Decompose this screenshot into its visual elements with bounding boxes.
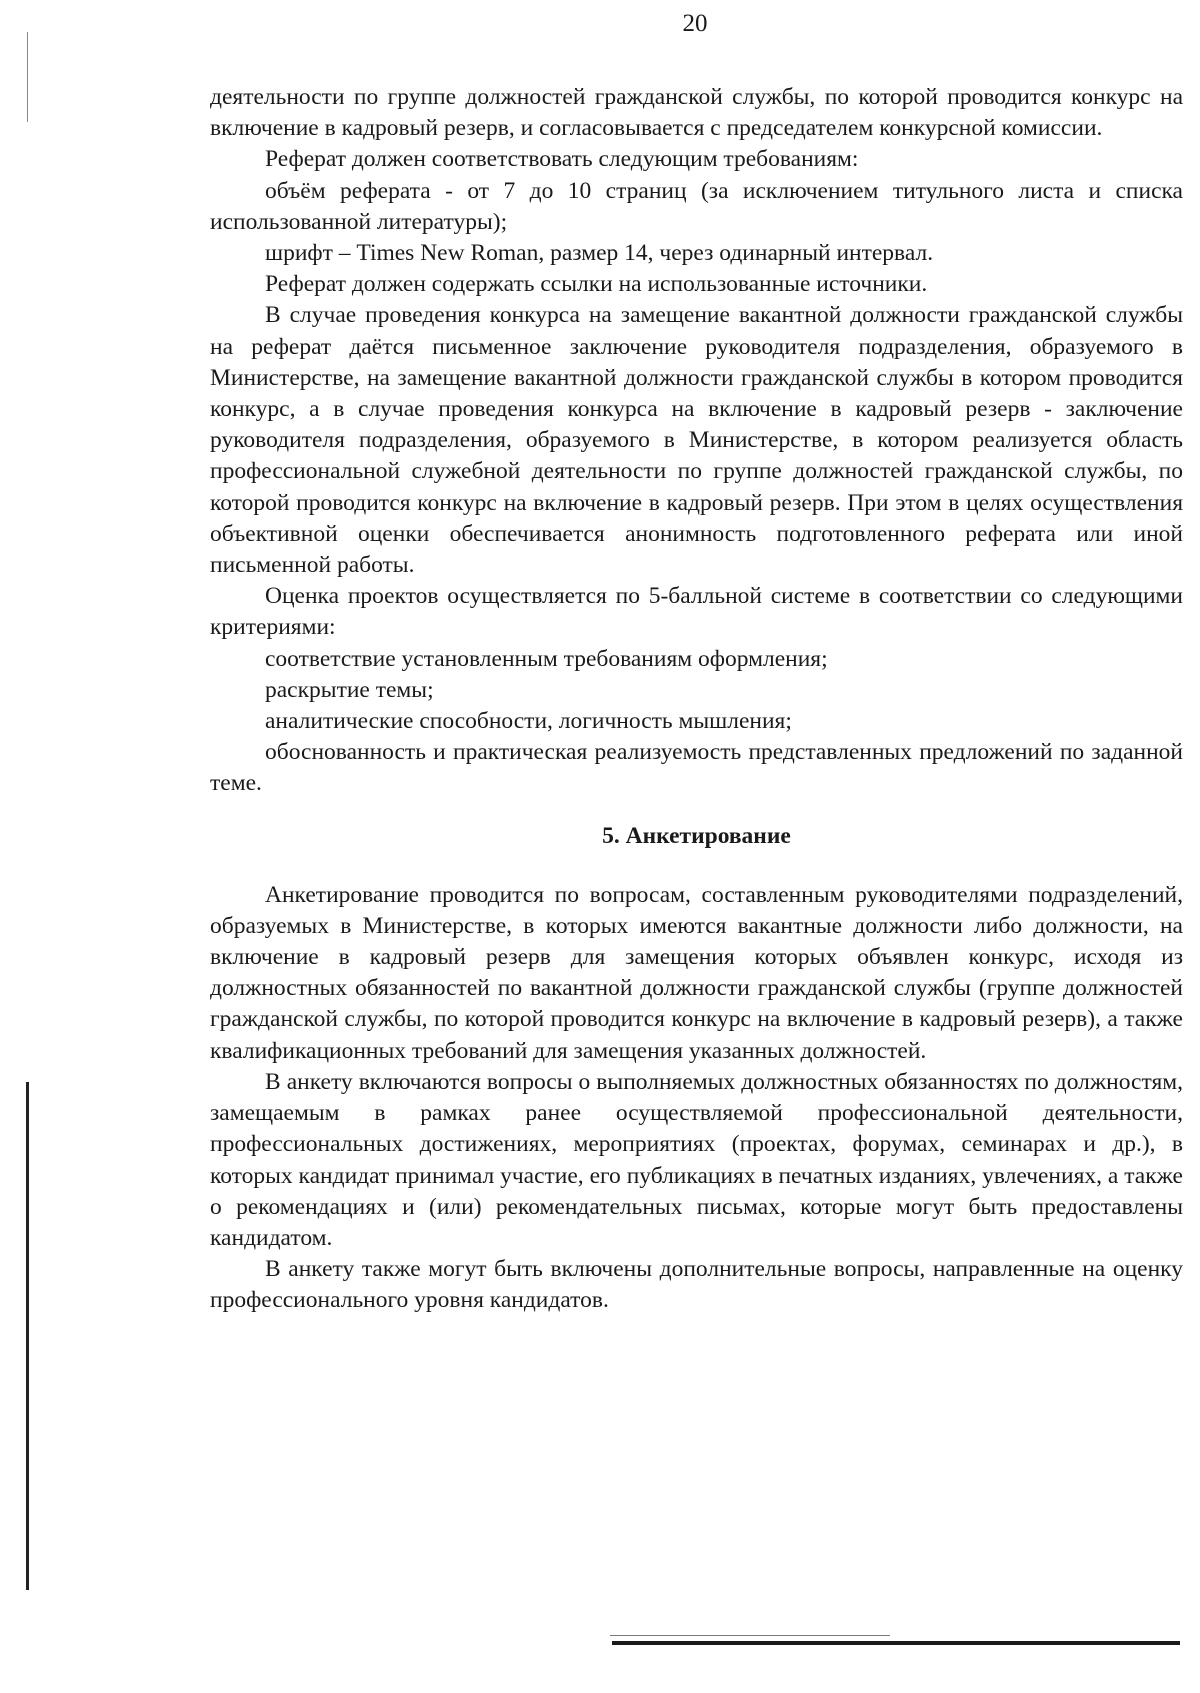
paragraph: В анкету включаются вопросы о выполняемых должностных обязанностях по должностям, замещаемым в рамках ранее осуществляемой профессиональной деятельности, профессиональных достижениях, мероприятиях (проектах, форумах, семинарах и др.), в которых кандидат принимал участие, его публикациях в печатных изданиях, увлечениях, а также о рекомендациях и (или) рекомендательных письмах, которые могут быть предоставлены кандидатом. xyxy=(210,1068,1183,1251)
criteria-item: раскрытие темы; xyxy=(265,676,434,703)
paragraph: объём реферата - от 7 до 10 страниц (за исключением титульного листа и списка использованной литературы); xyxy=(210,177,1183,235)
page-number: 20 xyxy=(682,10,708,37)
paragraph: В анкету также могут быть включены дополнительные вопросы, направленные на оценку профессионального уровня кандидатов. xyxy=(210,1256,1183,1314)
scan-artifact-line xyxy=(610,1635,890,1636)
scan-artifact-bar xyxy=(26,1082,29,1590)
paragraph: шрифт – Times New Roman, размер 14, через одинарный интервал. xyxy=(265,240,934,267)
criteria-item: обоснованность и практическая реализуемость представленных предложений по заданной теме. xyxy=(210,739,1183,797)
paragraph: Реферат должен соответствовать следующим требованиям: xyxy=(265,146,859,173)
paragraph: В случае проведения конкурса на замещение вакантной должности гражданской службы на реферат даётся письменное заключение руководителя подразделения, образуемого в Министерстве, на замещение вакантной должности гражданской службы в котором проводится конкурс, а в случае проведения конкурса на включение в кадровый резерв - заключение руководителя подразделения, образуемого в Министерстве, в котором реализуется область профессиональной служебной деятельности по группе должностей гражданской службы, по которой проводится конкурс на включение в кадровый резерв. При этом в целях осуществления объективной оценки обеспечивается анонимность подготовленного реферата или иной письменной работы. xyxy=(210,302,1183,579)
paragraph: Реферат должен содержать ссылки на использованные источники. xyxy=(265,271,928,298)
paragraph-continuation: деятельности по группе должностей гражданской службы, по которой проводится конкурс на включение в кадровый резерв, и согласовывается с председателем конкурсной комиссии. xyxy=(210,84,1183,142)
scan-artifact-bar xyxy=(612,1641,1180,1645)
paragraph: Оценка проектов осуществляется по 5-балльной системе в соответствии со следующими критериями: xyxy=(210,583,1183,641)
section-heading: 5. Анкетирование xyxy=(602,822,791,849)
criteria-item: соответствие установленным требованиям оформления; xyxy=(265,645,828,672)
criteria-item: аналитические способности, логичность мышления; xyxy=(265,708,792,735)
paragraph: Анкетирование проводится по вопросам, составленным руководителями подразделений, образуемых в Министерстве, в которых имеются вакантные должности либо должности, на включение в кадровый резерв для замещения которых объявлен конкурс, исходя из должностных обязанностей по вакантной должности гражданской службы (группе должностей гражданской службы, по которой проводится конкурс на включение в кадровый резерв), а также квалификационных требований для замещения указанных должностей. xyxy=(210,881,1183,1064)
scan-artifact-line xyxy=(27,32,28,122)
document-body xyxy=(210,82,1183,1317)
